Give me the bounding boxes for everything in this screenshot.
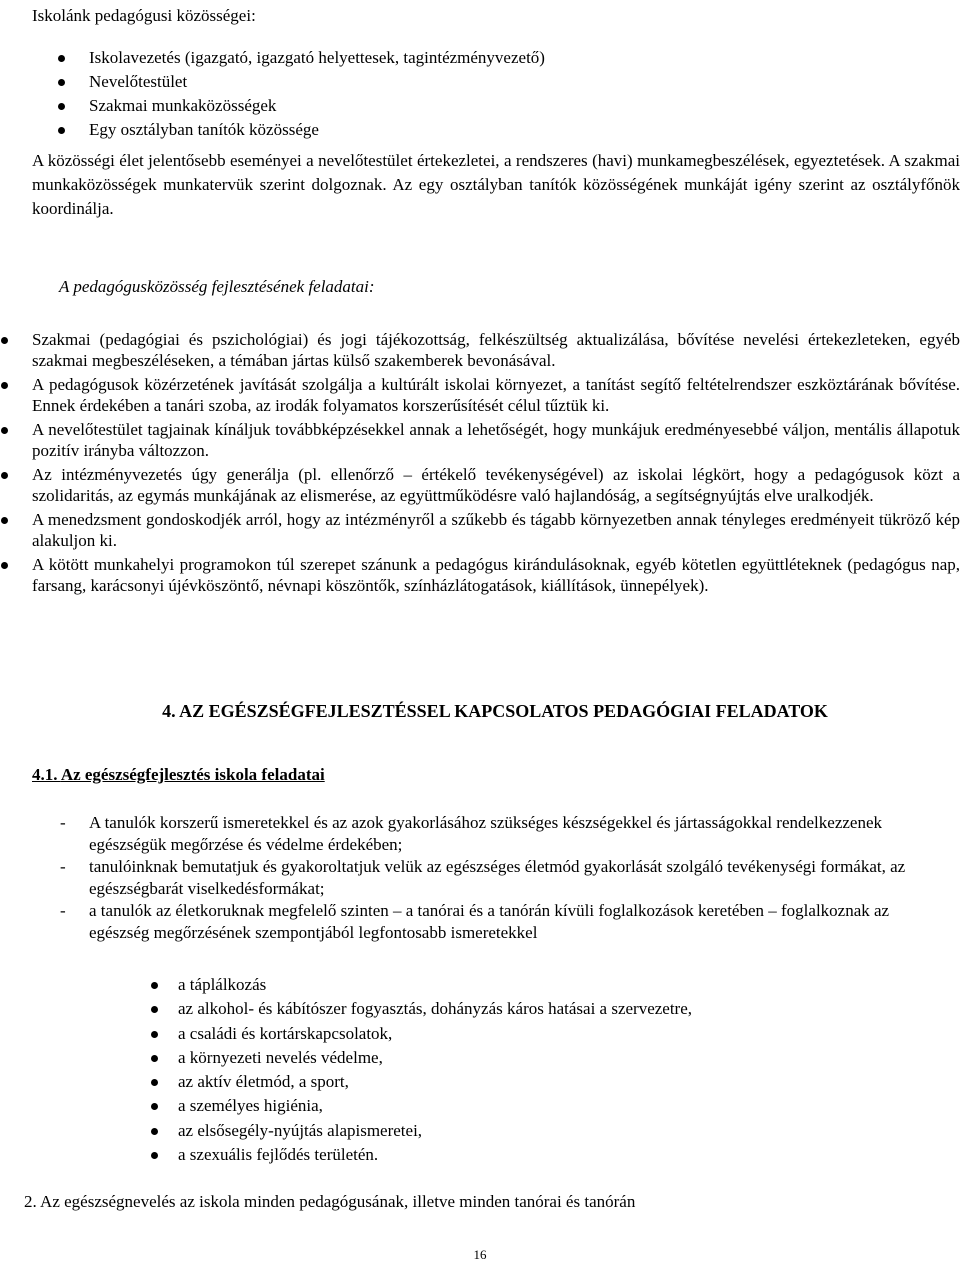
section-4-1-heading (32, 764, 325, 785)
community-paragraph: A közösségi élet jelentősebb eseményei a nevelőtestület értekezletei, a rendszeres (havi) munkamegbeszélések, egyeztetések. A szakmai munkaközösségek munkatervük szerint dolgoznak. Az egy osztályban tanítók közösségének munkáját igény szerint az osztályfőnök koordinálja. (32, 151, 960, 218)
list-item: a családi és kortárskapcsolatok, (178, 1022, 918, 1046)
list-item: az aktív életmód, a sport, (178, 1070, 918, 1094)
list-item: Szakmai (pedagógiai és pszichológiai) és jogi tájékozottság, felkészültség aktualizálása, bővítése nevelési értekezleteken, egyéb szakmai megbeszéléseken, a témában jártas külső szakemberek bevonásával. (32, 330, 960, 370)
list-item: Az intézményvezetés úgy generálja (pl. ellenőrző – értékelő tevékenységével) az iskolai légkört, hogy a pedagógusok közt a szolidaritás, az egymás munkájának az elismerése, az együttműködésre való hajlandóság, a segítségnyújtás elve uralkodjék. (32, 465, 960, 505)
list-item: a környezeti nevelés védelme, (178, 1046, 918, 1070)
intro-title: Iskolánk pedagógusi közösségei: (32, 6, 256, 25)
development-heading: A pedagógusközösség fejlesztésének feladatai: (59, 277, 375, 296)
list-item: Iskolavezetés (igazgató, igazgató helyettesek, tagintézményvezető) (89, 46, 929, 70)
point-2-paragraph: 2. Az egészségnevelés az iskola minden pedagógusának, illetve minden tanórai és tanórán (24, 1192, 636, 1211)
list-item: a szexuális fejlődés területén. (178, 1143, 918, 1167)
community-list (89, 46, 929, 142)
list-item (60, 856, 929, 900)
health-topic-list (178, 973, 918, 1167)
list-item: A nevelőtestület tagjainak kínáljuk továbbképzésekkel annak a lehetőségét, hogy munkájuk eredményesebbé váljon, mentális állapotuk pozitív irányba változzon. (32, 420, 960, 460)
list-item: az elsősegély-nyújtás alapismeretei, (178, 1119, 918, 1143)
dash-marker: - (60, 813, 66, 832)
list-item (60, 900, 929, 944)
list-item: a személyes higiénia, (178, 1094, 918, 1118)
list-item: az alkohol- és kábítószer fogyasztás, dohányzás káros hatásai a szervezetre, (178, 997, 918, 1021)
section-4-heading: 4. AZ EGÉSZSÉGFEJLESZTÉSSEL KAPCSOLATOS PEDAGÓGIAI FELADATOK (162, 701, 828, 721)
dash-marker: - (60, 857, 66, 876)
list-item: A menedzsment gondoskodjék arról, hogy az intézményről a szűkebb és tágabb környezetben annak tényleges eredményeit tükröző kép alakuljon ki. (32, 510, 960, 550)
list-item: Szakmai munkaközösségek (89, 94, 929, 118)
list-item-text: A tanulók korszerű ismeretekkel és az azok gyakorlásához szükséges készségekkel és jártasságokkal rendelkezzenek egészségük megőrzése és védelme érdekében; (89, 813, 883, 854)
section-number: 4.1. (32, 765, 58, 784)
list-item-text: a tanulók az életkoruknak megfelelő szinten – a tanórai és a tanórán kívüli foglalkozások keretében – foglalkoznak az egészség megőrzésének szempontjából legfontosabb ismeretekkel (89, 901, 890, 942)
list-item-text: tanulóinknak bemutatjuk és gyakoroltatjuk velük az egészséges életmód gyakorlását szolgáló tevékenységi formákat, az egészségbarát viselkedésformákat; (89, 857, 906, 898)
dash-marker: - (60, 901, 66, 920)
list-item: A kötött munkahelyi programokon túl szerepet szánunk a pedagógus kirándulásoknak, egyéb kötetlen együttléteknek (pedagógus nap, farsang, karácsonyi újévköszöntő, névnapi köszöntők, színházlátogatások, kiállítások, ünnepélyek). (32, 555, 960, 595)
school-task-list (60, 812, 929, 944)
development-task-list (32, 329, 960, 599)
page-number: 16 (473, 1247, 487, 1262)
list-item: Egy osztályban tanítók közössége (89, 118, 929, 142)
list-item: A pedagógusok közérzetének javítását szolgálja a kultúrált iskolai környezet, a tanítást segítő feltételrendszer eszköztárának bővítése. Ennek érdekében a tanári szoba, az irodák folyamatos korszerűsítését célul tűztük ki. (32, 375, 960, 415)
list-item (60, 812, 929, 856)
list-item: a táplálkozás (178, 973, 918, 997)
section-title: Az egészségfejlesztés iskola feladatai (60, 765, 325, 784)
list-item: Nevelőtestület (89, 70, 929, 94)
